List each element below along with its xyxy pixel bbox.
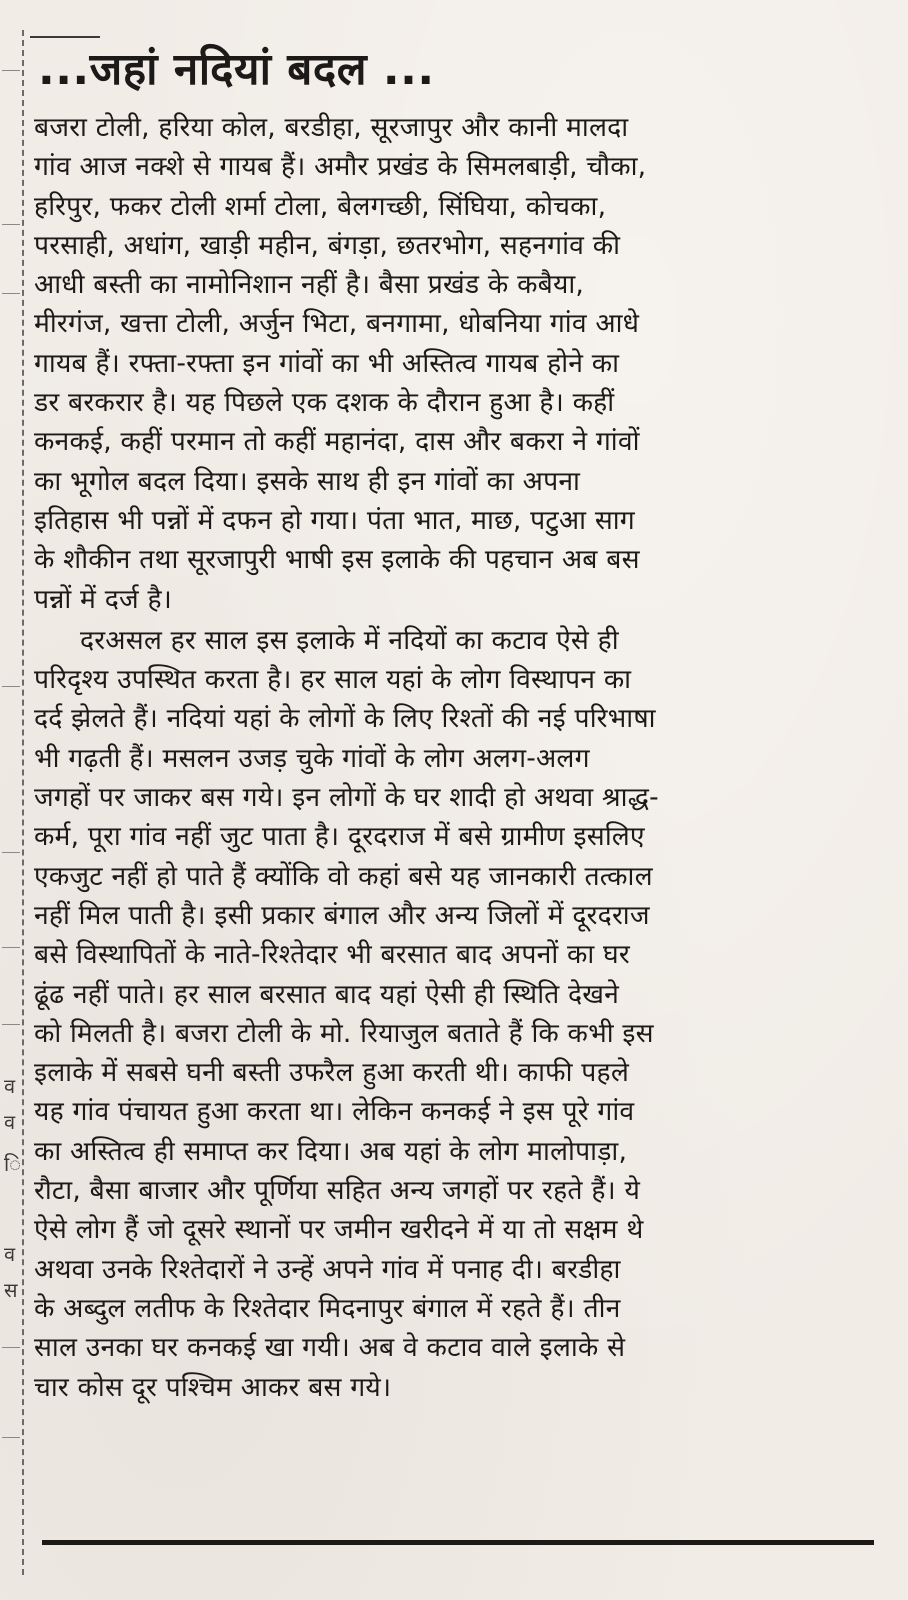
text-line: के अब्दुल लतीफ के रिश्तेदार मिदनापुर बंगाल में रहते हैं। तीन	[34, 1292, 621, 1324]
headline: ...जहां नदियां बदल ...	[38, 44, 435, 95]
edge-mark	[2, 1024, 20, 1025]
text-line: हरिपुर, फकर टोली शर्मा टोला, बेलगच्छी, सिंघिया, कोचका,	[34, 190, 607, 222]
edge-mark	[2, 224, 20, 225]
text-line: रौटा, बैसा बाजार और पूर्णिया सहित अन्य जगहों पर रहते हैं। ये	[34, 1175, 641, 1207]
margin-char: व	[4, 1242, 16, 1266]
text-line: का भूगोल बदल दिया। इसके साथ ही इन गांवों का अपना	[34, 465, 581, 497]
text-line: ऐसे लोग हैं जो दूसरे स्थानों पर जमीन खरीदने में या तो सक्षम थे	[34, 1214, 644, 1246]
text-line: ढूंढ नहीं पाते। हर साल बरसात बाद यहां ऐसी ही स्थिति देखने	[34, 978, 620, 1010]
edge-mark	[2, 947, 20, 948]
article-body	[34, 108, 864, 1407]
text-line: के शौकीन तथा सूरजापुरी भाषी इस इलाके की पहचान अब बस	[34, 544, 640, 576]
text-line: एकजुट नहीं हो पाते हैं क्योंकि वो कहां बसे यह जानकारी तत्काल	[34, 860, 653, 892]
text-line: मीरगंज, खत्ता टोली, अर्जुन भिटा, बनगामा, धोबनिया गांव आधे	[34, 308, 640, 340]
text-line: बजरा टोली, हरिया कोल, बरडीहा, सूरजापुर और कानी मालदा	[34, 112, 629, 143]
margin-char: व	[4, 1074, 16, 1098]
text-line: पन्नों में दर्ज है।	[34, 583, 172, 615]
text-line: अथवा उनके रिश्तेदारों ने उन्हें अपने गांव में पनाह दी। बरडीहा	[34, 1253, 621, 1285]
edge-mark	[2, 686, 20, 687]
text-line: गायब हैं। रफ्ता-रफ्ता इन गांवों का भी अस्तित्व गायब होने का	[34, 347, 620, 379]
text-line: परिदृश्य उपस्थित करता है। हर साल यहां के लोग विस्थापन का	[34, 664, 632, 696]
text-line: गांव आज नक्शे से गायब हैं। अमौर प्रखंड के सिमलबाड़ी, चौका,	[34, 151, 647, 183]
text-line: कनकई, कहीं परमान तो कहीं महानंदा, दास और बकरा ने गांवों	[34, 426, 640, 458]
margin-char: व	[4, 1110, 16, 1134]
edge-mark	[2, 1347, 20, 1348]
paragraph	[34, 621, 864, 1407]
text-line: परसाही, अधांग, खाड़ी महीन, बंगड़ा, छतरभोग, सहनगांव की	[34, 229, 621, 261]
text-line: आधी बस्ती का नामोनिशान नहीं है। बैसा प्रखंड के कबैया,	[34, 269, 585, 301]
bottom-rule	[42, 1540, 874, 1545]
text-line: जगहों पर जाकर बस गये। इन लोगों के घर शादी हो अथवा श्राद्ध-	[34, 782, 659, 814]
column-divider	[22, 30, 24, 1575]
text-line: चार कोस दूर पश्चिम आकर बस गये।	[34, 1371, 392, 1403]
text-line: का अस्तित्व ही समाप्त कर दिया। अब यहां के लोग मालोपाड़ा,	[34, 1135, 628, 1167]
paragraph	[34, 108, 864, 619]
edge-mark	[2, 852, 20, 853]
text-line: यह गांव पंचायत हुआ करता था। लेकिन कनकई ने इस पूरे गांव	[34, 1096, 635, 1128]
edge-mark	[2, 293, 20, 294]
top-rule	[30, 36, 100, 38]
margin-char: स	[4, 1278, 18, 1302]
text-line: नहीं मिल पाती है। इसी प्रकार बंगाल और अन्य जिलों में दूरदराज	[34, 899, 650, 931]
text-line: को मिलती है। बजरा टोली के मो. रियाजुल बताते हैं कि कभी इस	[34, 1017, 654, 1049]
text-line: इलाके में सबसे घनी बस्ती उफरैल हुआ करती थी। काफी पहले	[34, 1057, 629, 1089]
text-line: भी गढ़ती हैं। मसलन उजड़ चुके गांवों के लोग अलग-अलग	[34, 742, 590, 774]
text-line: कर्म, पूरा गांव नहीं जुट पाता है। दूरदराज में बसे ग्रामीण इसलिए	[34, 821, 645, 853]
text-line: दर्द झेलते हैं। नदियां यहां के लोगों के लिए रिश्तों की नई परिभाषा	[34, 703, 656, 735]
edge-mark	[2, 1437, 20, 1438]
text-line: डर बरकरार है। यह पिछले एक दशक के दौरान हुआ है। कहीं	[34, 387, 615, 419]
text-line: साल उनका घर कनकई खा गयी। अब वे कटाव वाले इलाके से	[34, 1332, 626, 1364]
text-line: बसे विस्थापितों के नाते-रिश्तेदार भी बरसात बाद अपनों का घर	[34, 939, 630, 971]
edge-mark	[2, 70, 20, 71]
margin-char: ि	[4, 1152, 22, 1176]
text-line: इतिहास भी पन्नों में दफन हो गया। पंता भात, माछ, पटुआ साग	[34, 504, 635, 536]
text-line: दरअसल हर साल इस इलाके में नदियों का कटाव ऐसे ही	[80, 624, 619, 656]
